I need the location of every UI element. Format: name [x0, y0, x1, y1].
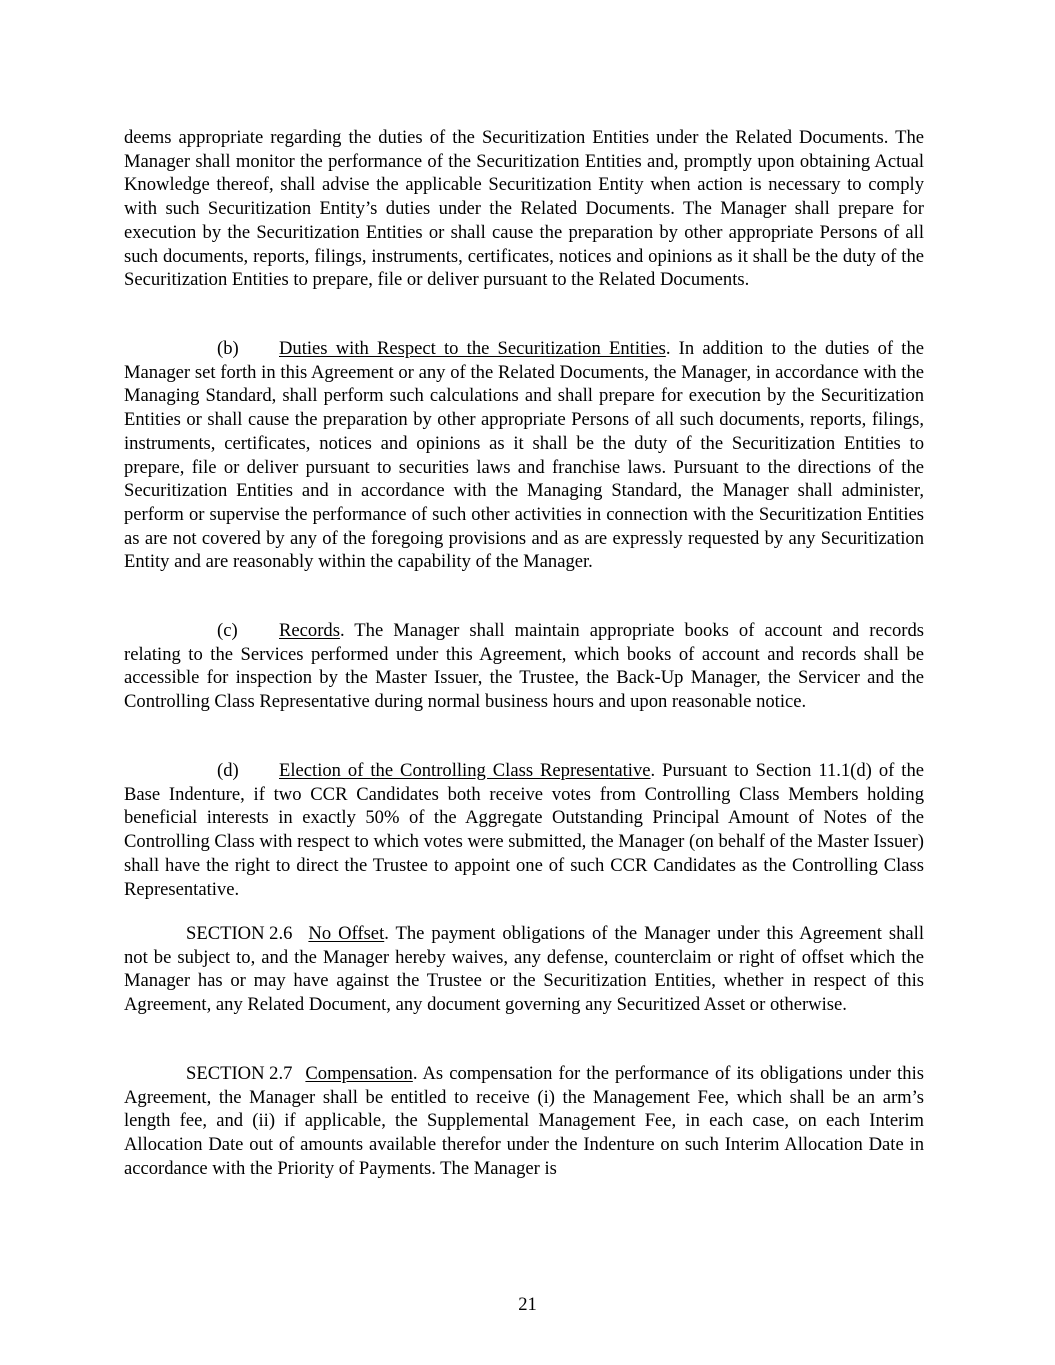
page-number: 21 — [518, 1294, 537, 1315]
section-2-7-label: SECTION 2.7 — [186, 1063, 293, 1084]
subsection-c-paragraph — [124, 619, 924, 714]
subsection-b-label: (b) — [217, 338, 239, 359]
subsection-b-body: . In addition to the duties of the Manager set forth in this Agreement or any of the Related Documents, the Manager, in accordance with the Managing Standard, shall perform such calculations and shall prepare for execution by the Securitization Entities or shall cause the preparation by other appropriate Persons of all such documents, reports, filings, instruments, certificates, notices and opinions as it shall be the duty of the Securitization Entities to prepare, file or deliver pursuant to securities laws and franchise laws. Pursuant to the directions of the Securitization Entities and in accordance with the Managing Standard, the Manager shall administer, perform or supervise the performance of such other activities in connection with the Securitization Entities as are not covered by any of the foregoing provisions and as are expressly requested by any Securitization Entity and are reasonably within the capability of the Manager. — [124, 338, 924, 573]
subsection-b-heading: Duties with Respect to the Securitization Entities — [279, 338, 666, 359]
section-2-6-paragraph — [124, 922, 924, 1017]
subsection-c-label: (c) — [217, 620, 238, 641]
subsection-d-label: (d) — [217, 760, 239, 781]
subsection-b-paragraph — [124, 337, 924, 574]
section-2-6-body: . The payment obligations of the Manager under this Agreement shall not be subject to, and the Manager hereby waives, any defense, counterclaim or right of offset which the Manager has or may have against the Trustee or the Securitization Entities, whether in respect of this Agreement, any Related Document, any document governing any Securitized Asset or otherwise. — [124, 923, 924, 1016]
subsection-d-body: . Pursuant to Section 11.1(d) of the Base Indenture, if two CCR Candidates both receive votes from Controlling Class Members holding beneficial interests in exactly 50% of the Aggregate Outstanding Principal Amount of Notes of the Controlling Class with respect to which votes were submitted, the Manager (on behalf of the Master Issuer) shall have the right to direct the Trustee to appoint one of such CCR Candidates as the Controlling Class Representative. — [124, 760, 925, 900]
subsection-c-heading: Records — [279, 620, 340, 641]
subsection-d-heading: Election of the Controlling Class Representative — [279, 760, 651, 781]
section-2-7-heading: Compensation — [305, 1063, 413, 1084]
intro-paragraph: deems appropriate regarding the duties of the Securitization Entities under the Related Documents. The Manager shall monitor the performance of the Securitization Entities and, promptly upon obtaining Actual Knowledge thereof, shall advise the applicable Securitization Entity when action is necessary to comply with such Securitization Entity’s duties under the Related Documents. The Manager shall prepare for execution by the Securitization Entities or shall cause the preparation by other appropriate Persons of all such documents, reports, filings, instruments, certificates, notices and opinions as it shall be the duty of the Securitization Entities to prepare, file or deliver pursuant to the Related Documents. — [124, 127, 924, 291]
section-2-7-paragraph — [124, 1062, 924, 1181]
section-2-6-label: SECTION 2.6 — [186, 923, 293, 944]
section-2-7-body: . As compensation for the performance of its obligations under this Agreement, the Manager shall be entitled to receive (i) the Management Fee, which shall be an arm’s length fee, and (ii) if applicable, the Supplemental Management Fee, in each case, on each Interim Allocation Date out of amounts available therefor under the Indenture on such Interim Allocation Date in accordance with the Priority of Payments. The Manager is — [124, 1063, 924, 1179]
subsection-d-paragraph — [124, 759, 924, 901]
subsection-c-body: . The Manager shall maintain appropriate books of account and records relating to the Services performed under this Agreement, which books of account and records shall be accessible for inspection by the Master Issuer, the Trustee, the Back-Up Manager, the Servicer and the Controlling Class Representative during normal business hours and upon reasonable notice. — [124, 620, 924, 713]
section-2-6-heading: No Offset — [308, 923, 385, 944]
